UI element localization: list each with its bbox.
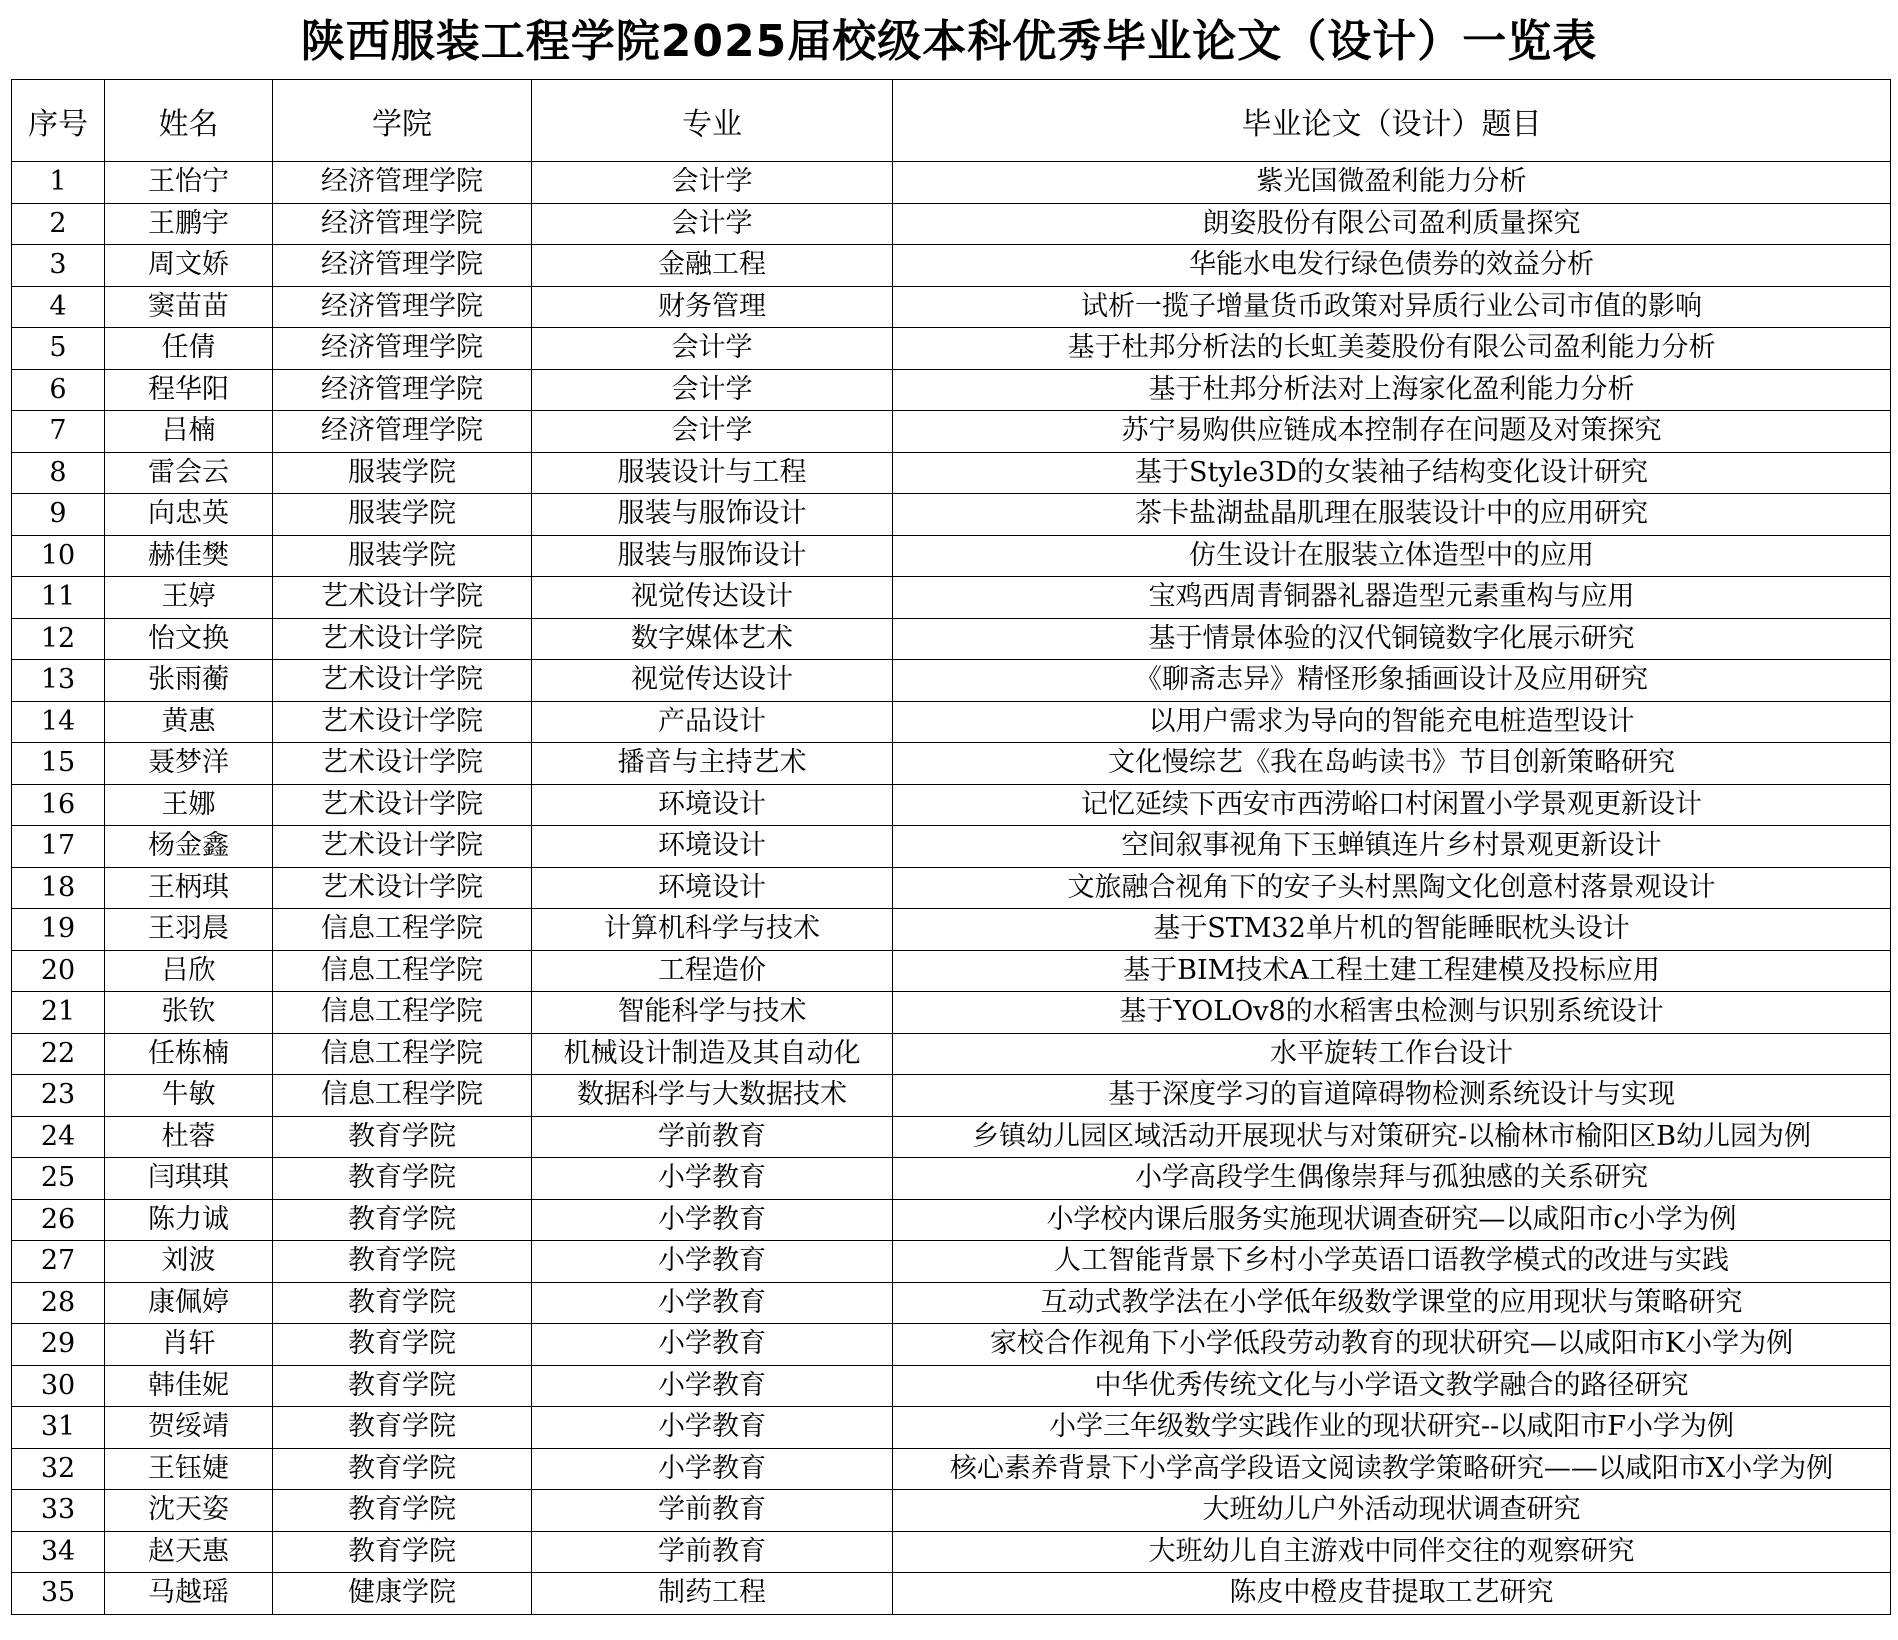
cell-name: 刘波: [105, 1241, 273, 1283]
cell-index: 23: [12, 1075, 105, 1117]
cell-name: 窦苗苗: [105, 286, 273, 328]
cell-major: 制药工程: [532, 1573, 893, 1615]
cell-name: 张雨蘅: [105, 660, 273, 702]
table-row: [12, 867, 1891, 909]
cell-major: 小学教育: [532, 1448, 893, 1490]
cell-index: 6: [12, 369, 105, 411]
cell-thesis-title: 基于杜邦分析法对上海家化盈利能力分析: [893, 369, 1891, 411]
thesis-table: [11, 79, 1891, 1615]
cell-name: 王婷: [105, 577, 273, 619]
cell-thesis-title: 互动式教学法在小学低年级数学课堂的应用现状与策略研究: [893, 1282, 1891, 1324]
cell-index: 4: [12, 286, 105, 328]
cell-thesis-title: 基于YOLOv8的水稻害虫检测与识别系统设计: [893, 992, 1891, 1034]
cell-major: 小学教育: [532, 1282, 893, 1324]
cell-name: 程华阳: [105, 369, 273, 411]
cell-name: 任倩: [105, 328, 273, 370]
header-thesis-title: 毕业论文（设计）题目: [893, 80, 1891, 162]
cell-college: 教育学院: [273, 1490, 532, 1532]
cell-major: 环境设计: [532, 784, 893, 826]
cell-college: 经济管理学院: [273, 162, 532, 204]
cell-thesis-title: 记忆延续下西安市西涝峪口村闲置小学景观更新设计: [893, 784, 1891, 826]
cell-major: 智能科学与技术: [532, 992, 893, 1034]
cell-thesis-title: 陈皮中橙皮苷提取工艺研究: [893, 1573, 1891, 1615]
cell-index: 7: [12, 411, 105, 453]
header-college: 学院: [273, 80, 532, 162]
table-row: [12, 701, 1891, 743]
cell-college: 教育学院: [273, 1116, 532, 1158]
table-row: [12, 826, 1891, 868]
cell-thesis-title: 紫光国微盈利能力分析: [893, 162, 1891, 204]
cell-thesis-title: 《聊斋志异》精怪形象插画设计及应用研究: [893, 660, 1891, 702]
cell-major: 数据科学与大数据技术: [532, 1075, 893, 1117]
cell-college: 教育学院: [273, 1407, 532, 1449]
cell-index: 1: [12, 162, 105, 204]
cell-thesis-title: 以用户需求为导向的智能充电桩造型设计: [893, 701, 1891, 743]
table-row: [12, 1365, 1891, 1407]
cell-name: 牛敏: [105, 1075, 273, 1117]
cell-college: 服装学院: [273, 535, 532, 577]
cell-thesis-title: 小学高段学生偶像崇拜与孤独感的关系研究: [893, 1158, 1891, 1200]
cell-name: 陈力诚: [105, 1199, 273, 1241]
cell-major: 小学教育: [532, 1158, 893, 1200]
cell-major: 会计学: [532, 162, 893, 204]
cell-name: 吕楠: [105, 411, 273, 453]
cell-thesis-title: 家校合作视角下小学低段劳动教育的现状研究—以咸阳市K小学为例: [893, 1324, 1891, 1366]
cell-thesis-title: 基于情景体验的汉代铜镜数字化展示研究: [893, 618, 1891, 660]
cell-name: 沈天姿: [105, 1490, 273, 1532]
cell-index: 18: [12, 867, 105, 909]
table-row: [12, 203, 1891, 245]
cell-college: 经济管理学院: [273, 286, 532, 328]
cell-college: 信息工程学院: [273, 950, 532, 992]
header-major: 专业: [532, 80, 893, 162]
cell-name: 聂梦洋: [105, 743, 273, 785]
table-row: [12, 1448, 1891, 1490]
cell-thesis-title: 文化慢综艺《我在岛屿读书》节目创新策略研究: [893, 743, 1891, 785]
cell-thesis-title: 基于STM32单片机的智能睡眠枕头设计: [893, 909, 1891, 951]
table-body: [12, 162, 1891, 1615]
cell-college: 教育学院: [273, 1365, 532, 1407]
cell-name: 康佩婷: [105, 1282, 273, 1324]
table-row: [12, 286, 1891, 328]
cell-college: 艺术设计学院: [273, 784, 532, 826]
cell-college: 服装学院: [273, 494, 532, 536]
cell-index: 17: [12, 826, 105, 868]
cell-index: 8: [12, 452, 105, 494]
table-row: [12, 1490, 1891, 1532]
cell-major: 会计学: [532, 328, 893, 370]
cell-college: 信息工程学院: [273, 909, 532, 951]
cell-name: 王柄琪: [105, 867, 273, 909]
cell-index: 20: [12, 950, 105, 992]
table-row: [12, 1116, 1891, 1158]
table-row: [12, 1407, 1891, 1449]
table-row: [12, 660, 1891, 702]
cell-index: 34: [12, 1531, 105, 1573]
cell-thesis-title: 基于BIM技术A工程土建工程建模及投标应用: [893, 950, 1891, 992]
cell-index: 3: [12, 245, 105, 287]
cell-college: 艺术设计学院: [273, 826, 532, 868]
table-row: [12, 452, 1891, 494]
cell-index: 10: [12, 535, 105, 577]
table-row: [12, 369, 1891, 411]
cell-major: 视觉传达设计: [532, 660, 893, 702]
cell-major: 小学教育: [532, 1324, 893, 1366]
table-row: [12, 1033, 1891, 1075]
cell-thesis-title: 中华优秀传统文化与小学语文教学融合的路径研究: [893, 1365, 1891, 1407]
cell-thesis-title: 人工智能背景下乡村小学英语口语教学模式的改进与实践: [893, 1241, 1891, 1283]
cell-name: 向忠英: [105, 494, 273, 536]
cell-college: 教育学院: [273, 1531, 532, 1573]
cell-thesis-title: 基于杜邦分析法的长虹美菱股份有限公司盈利能力分析: [893, 328, 1891, 370]
cell-index: 11: [12, 577, 105, 619]
cell-name: 王羽晨: [105, 909, 273, 951]
cell-major: 数字媒体艺术: [532, 618, 893, 660]
table-row: [12, 1158, 1891, 1200]
cell-index: 15: [12, 743, 105, 785]
table-row: [12, 950, 1891, 992]
cell-name: 马越瑶: [105, 1573, 273, 1615]
cell-index: 13: [12, 660, 105, 702]
cell-college: 教育学院: [273, 1324, 532, 1366]
table-row: [12, 245, 1891, 287]
cell-name: 吕欣: [105, 950, 273, 992]
cell-college: 教育学院: [273, 1241, 532, 1283]
cell-major: 服装与服饰设计: [532, 535, 893, 577]
cell-college: 教育学院: [273, 1199, 532, 1241]
cell-college: 艺术设计学院: [273, 618, 532, 660]
cell-college: 经济管理学院: [273, 245, 532, 287]
page-title: 陕西服装工程学院2025届校级本科优秀毕业论文（设计）一览表: [300, 16, 1598, 67]
cell-college: 艺术设计学院: [273, 701, 532, 743]
table-row: [12, 743, 1891, 785]
table-row: [12, 1324, 1891, 1366]
cell-name: 任栋楠: [105, 1033, 273, 1075]
cell-index: 12: [12, 618, 105, 660]
cell-college: 艺术设计学院: [273, 743, 532, 785]
cell-thesis-title: 大班幼儿自主游戏中同伴交往的观察研究: [893, 1531, 1891, 1573]
cell-college: 经济管理学院: [273, 411, 532, 453]
cell-major: 产品设计: [532, 701, 893, 743]
cell-name: 周文娇: [105, 245, 273, 287]
cell-index: 26: [12, 1199, 105, 1241]
cell-thesis-title: 朗姿股份有限公司盈利质量探究: [893, 203, 1891, 245]
cell-thesis-title: 空间叙事视角下玉蝉镇连片乡村景观更新设计: [893, 826, 1891, 868]
cell-college: 教育学院: [273, 1282, 532, 1324]
cell-major: 会计学: [532, 411, 893, 453]
cell-major: 会计学: [532, 203, 893, 245]
cell-major: 播音与主持艺术: [532, 743, 893, 785]
cell-college: 经济管理学院: [273, 328, 532, 370]
cell-name: 赫佳樊: [105, 535, 273, 577]
cell-college: 教育学院: [273, 1448, 532, 1490]
cell-college: 艺术设计学院: [273, 867, 532, 909]
table-row: [12, 909, 1891, 951]
cell-major: 小学教育: [532, 1241, 893, 1283]
cell-thesis-title: 基于深度学习的盲道障碍物检测系统设计与实现: [893, 1075, 1891, 1117]
cell-thesis-title: 华能水电发行绿色债券的效益分析: [893, 245, 1891, 287]
table-row: [12, 1075, 1891, 1117]
cell-college: 信息工程学院: [273, 1075, 532, 1117]
cell-major: 财务管理: [532, 286, 893, 328]
cell-major: 环境设计: [532, 867, 893, 909]
cell-college: 健康学院: [273, 1573, 532, 1615]
cell-thesis-title: 小学三年级数学实践作业的现状研究--以咸阳市F小学为例: [893, 1407, 1891, 1449]
cell-index: 24: [12, 1116, 105, 1158]
cell-major: 工程造价: [532, 950, 893, 992]
cell-college: 艺术设计学院: [273, 660, 532, 702]
cell-index: 25: [12, 1158, 105, 1200]
cell-name: 赵天惠: [105, 1531, 273, 1573]
table-header-row: [12, 80, 1891, 162]
cell-college: 经济管理学院: [273, 369, 532, 411]
cell-thesis-title: 茶卡盐湖盐晶肌理在服装设计中的应用研究: [893, 494, 1891, 536]
cell-index: 31: [12, 1407, 105, 1449]
cell-name: 韩佳妮: [105, 1365, 273, 1407]
cell-major: 视觉传达设计: [532, 577, 893, 619]
cell-index: 22: [12, 1033, 105, 1075]
cell-major: 服装设计与工程: [532, 452, 893, 494]
cell-college: 教育学院: [273, 1158, 532, 1200]
cell-thesis-title: 基于Style3D的女装袖子结构变化设计研究: [893, 452, 1891, 494]
table-row: [12, 1282, 1891, 1324]
cell-index: 30: [12, 1365, 105, 1407]
cell-name: 贺绥靖: [105, 1407, 273, 1449]
cell-college: 信息工程学院: [273, 1033, 532, 1075]
cell-major: 会计学: [532, 369, 893, 411]
cell-index: 33: [12, 1490, 105, 1532]
cell-index: 27: [12, 1241, 105, 1283]
table-row: [12, 992, 1891, 1034]
cell-thesis-title: 仿生设计在服装立体造型中的应用: [893, 535, 1891, 577]
cell-college: 经济管理学院: [273, 203, 532, 245]
cell-major: 服装与服饰设计: [532, 494, 893, 536]
cell-name: 王怡宁: [105, 162, 273, 204]
cell-index: 5: [12, 328, 105, 370]
table-row: [12, 162, 1891, 204]
cell-index: 2: [12, 203, 105, 245]
cell-major: 小学教育: [532, 1407, 893, 1449]
cell-thesis-title: 宝鸡西周青铜器礼器造型元素重构与应用: [893, 577, 1891, 619]
cell-thesis-title: 苏宁易购供应链成本控制存在问题及对策探究: [893, 411, 1891, 453]
cell-name: 黄惠: [105, 701, 273, 743]
table-row: [12, 1199, 1891, 1241]
cell-thesis-title: 水平旋转工作台设计: [893, 1033, 1891, 1075]
cell-name: 杜蓉: [105, 1116, 273, 1158]
cell-name: 雷会云: [105, 452, 273, 494]
table-row: [12, 535, 1891, 577]
cell-college: 信息工程学院: [273, 992, 532, 1034]
cell-name: 王娜: [105, 784, 273, 826]
header-index: 序号: [12, 80, 105, 162]
table-row: [12, 784, 1891, 826]
cell-index: 19: [12, 909, 105, 951]
cell-thesis-title: 小学校内课后服务实施现状调查研究—以咸阳市c小学为例: [893, 1199, 1891, 1241]
cell-thesis-title: 大班幼儿户外活动现状调查研究: [893, 1490, 1891, 1532]
table-row: [12, 411, 1891, 453]
cell-name: 肖轩: [105, 1324, 273, 1366]
cell-name: 张钦: [105, 992, 273, 1034]
cell-index: 35: [12, 1573, 105, 1615]
table-row: [12, 1241, 1891, 1283]
cell-thesis-title: 乡镇幼儿园区域活动开展现状与对策研究-以榆林市榆阳区B幼儿园为例: [893, 1116, 1891, 1158]
cell-thesis-title: 文旅融合视角下的安子头村黑陶文化创意村落景观设计: [893, 867, 1891, 909]
cell-name: 王鹏宇: [105, 203, 273, 245]
header-name: 姓名: [105, 80, 273, 162]
cell-name: 杨金鑫: [105, 826, 273, 868]
table-row: [12, 1573, 1891, 1615]
table-row: [12, 328, 1891, 370]
table-row: [12, 577, 1891, 619]
cell-index: 16: [12, 784, 105, 826]
cell-index: 14: [12, 701, 105, 743]
cell-name: 王钰婕: [105, 1448, 273, 1490]
cell-major: 小学教育: [532, 1199, 893, 1241]
cell-college: 艺术设计学院: [273, 577, 532, 619]
cell-index: 28: [12, 1282, 105, 1324]
cell-index: 29: [12, 1324, 105, 1366]
table-row: [12, 618, 1891, 660]
cell-major: 金融工程: [532, 245, 893, 287]
cell-name: 闫琪琪: [105, 1158, 273, 1200]
cell-index: 32: [12, 1448, 105, 1490]
cell-major: 学前教育: [532, 1116, 893, 1158]
cell-name: 怡文换: [105, 618, 273, 660]
cell-thesis-title: 核心素养背景下小学高学段语文阅读教学策略研究——以咸阳市X小学为例: [893, 1448, 1891, 1490]
cell-college: 服装学院: [273, 452, 532, 494]
cell-thesis-title: 试析一揽子增量货币政策对异质行业公司市值的影响: [893, 286, 1891, 328]
cell-index: 9: [12, 494, 105, 536]
cell-major: 学前教育: [532, 1531, 893, 1573]
table-row: [12, 494, 1891, 536]
cell-major: 计算机科学与技术: [532, 909, 893, 951]
table-row: [12, 1531, 1891, 1573]
cell-major: 小学教育: [532, 1365, 893, 1407]
cell-major: 机械设计制造及其自动化: [532, 1033, 893, 1075]
cell-major: 学前教育: [532, 1490, 893, 1532]
cell-major: 环境设计: [532, 826, 893, 868]
cell-index: 21: [12, 992, 105, 1034]
